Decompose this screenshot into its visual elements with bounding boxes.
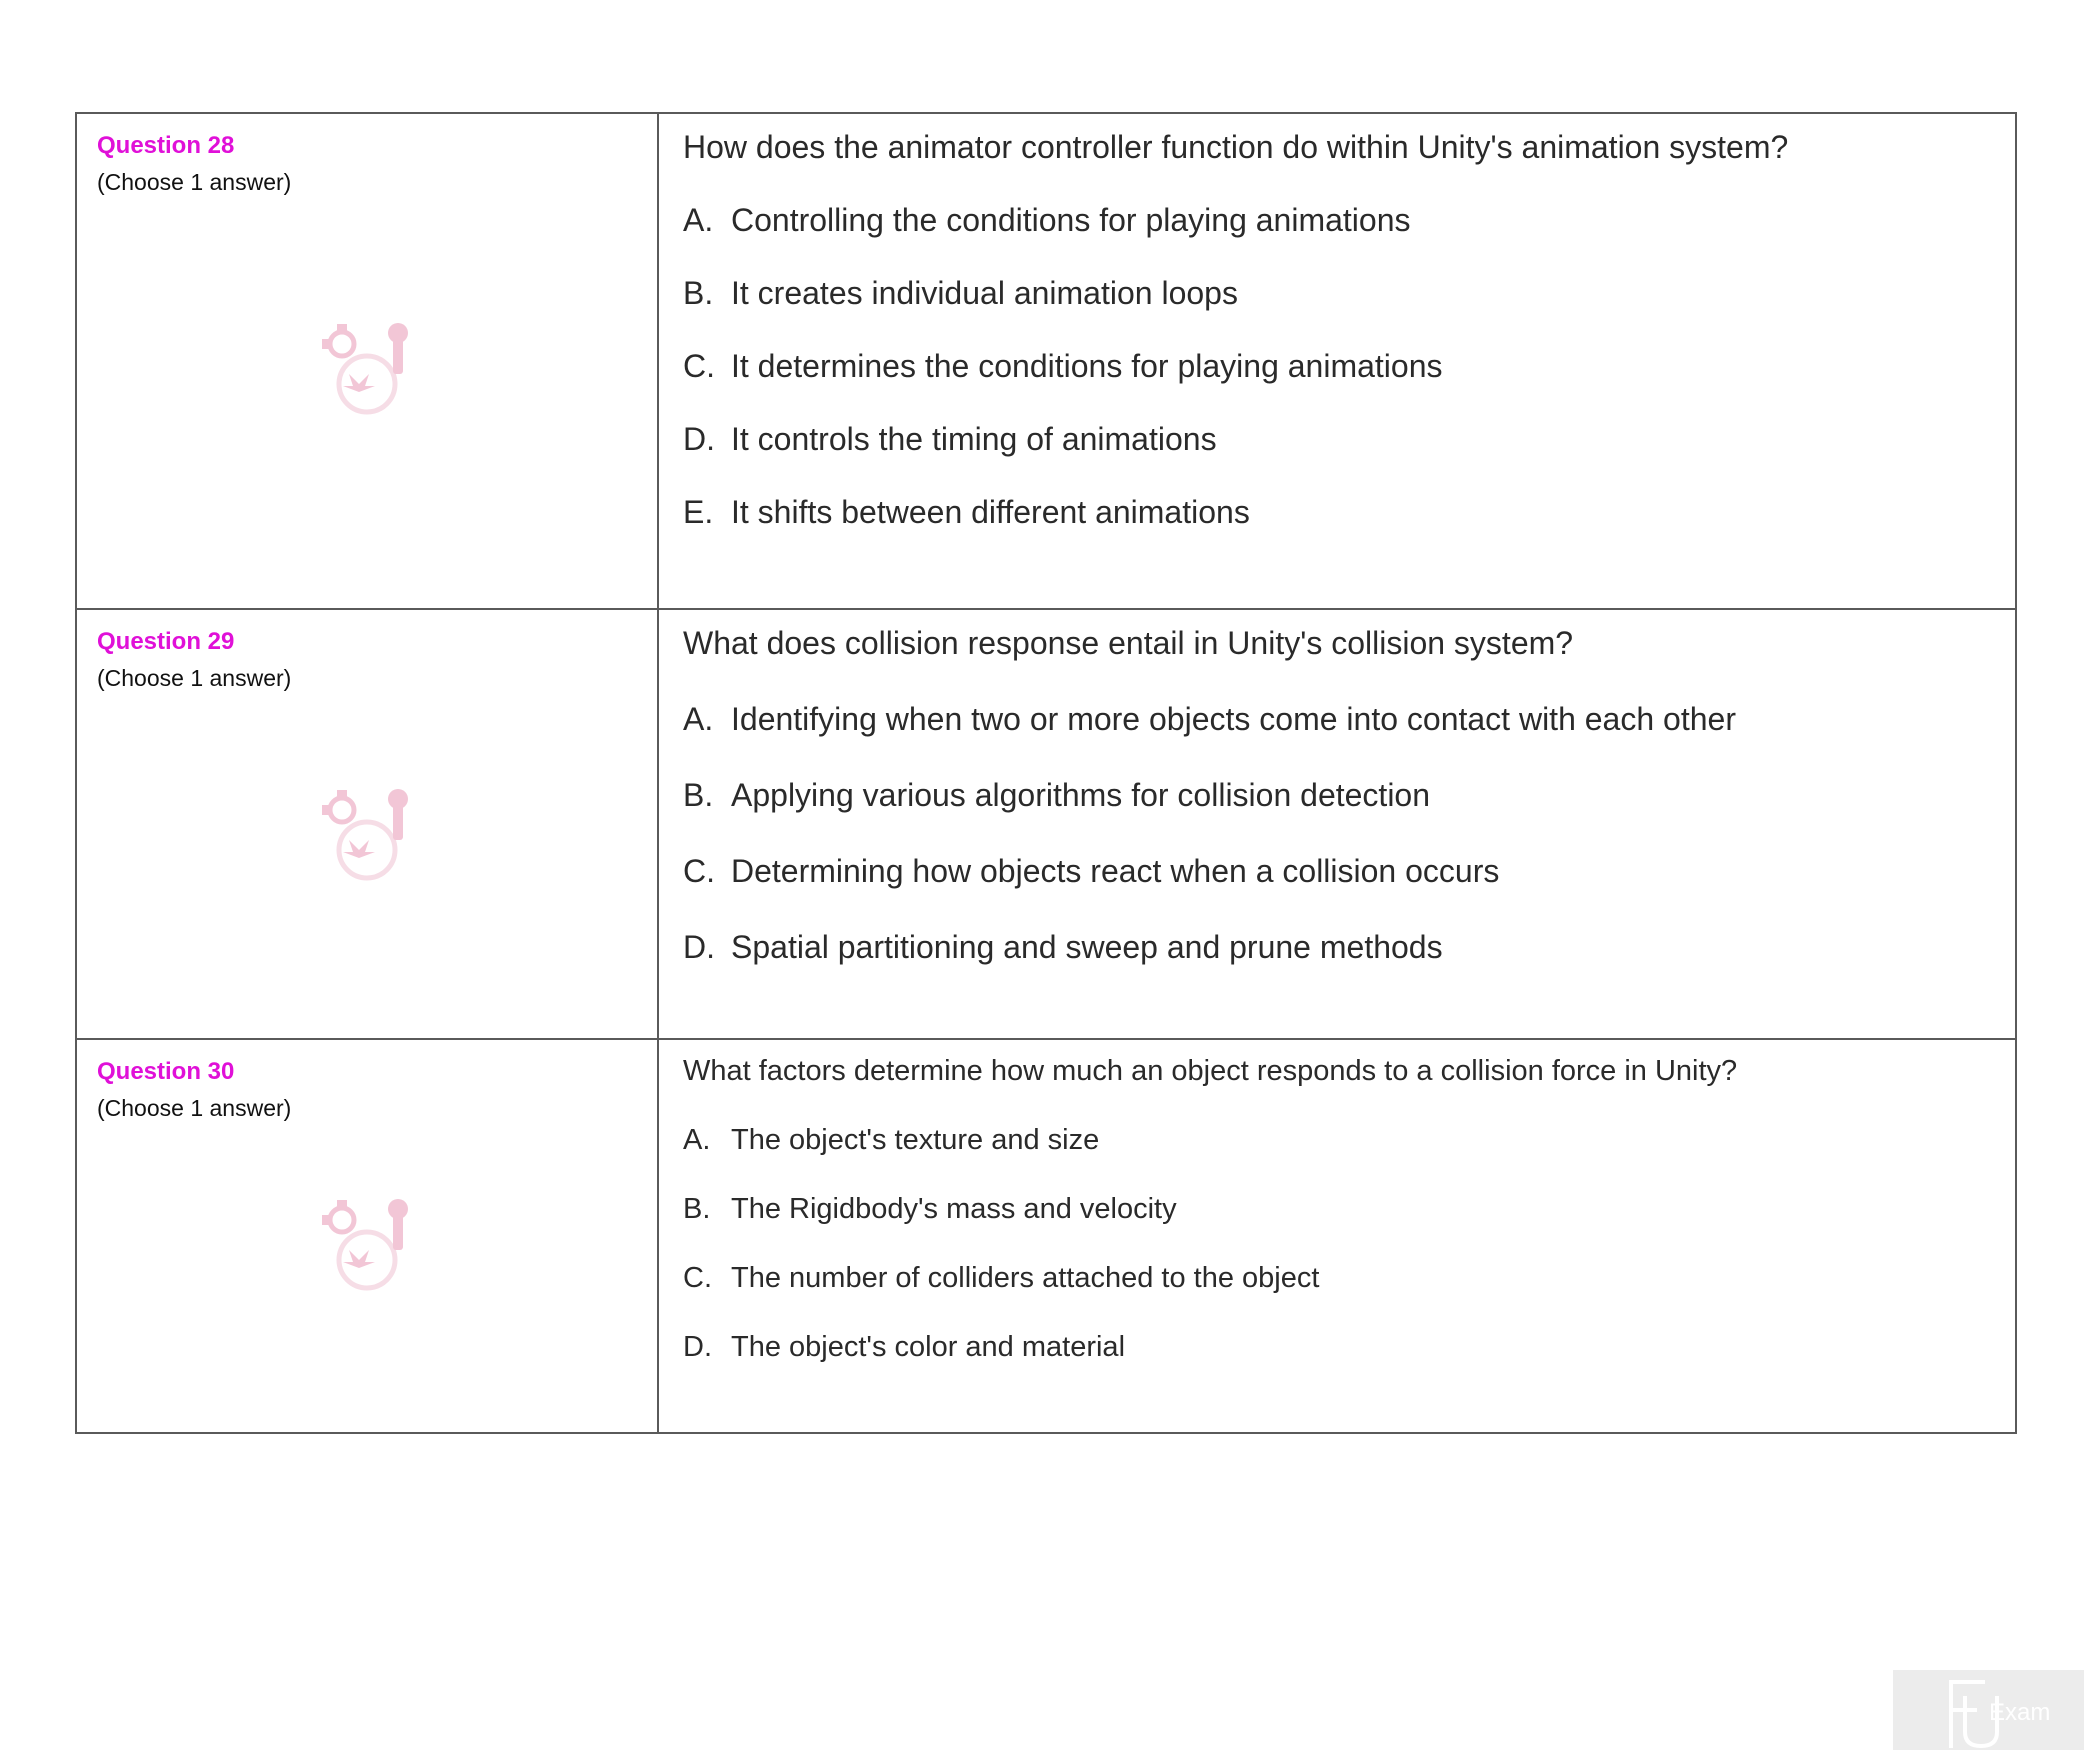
question-row <box>76 609 2016 1039</box>
question-text: What does collision response entail in Unity's collision system? <box>683 625 1574 661</box>
answer-option-a[interactable] <box>683 699 2015 739</box>
answer-option-a[interactable] <box>683 1120 2015 1160</box>
answer-option-d[interactable] <box>683 927 2015 967</box>
option-letter: D. <box>683 1331 712 1363</box>
question-content-cell <box>658 609 2016 1039</box>
question-row <box>76 1039 2016 1433</box>
gear-wrench-watermark-icon <box>317 785 427 885</box>
option-text: Spatial partitioning and sweep and prune methods <box>731 929 1443 965</box>
option-letter: D. <box>683 929 715 965</box>
option-letter: D. <box>683 421 715 457</box>
option-text: The object's color and material <box>731 1331 1126 1363</box>
option-text: Identifying when two or more objects come into contact with each other <box>731 701 1736 737</box>
answer-option-b[interactable] <box>683 775 2015 815</box>
question-meta-cell <box>76 609 658 1039</box>
choose-instruction: (Choose 1 answer) <box>97 169 292 195</box>
option-text: Controlling the conditions for playing animations <box>731 202 1411 238</box>
choose-instruction: (Choose 1 answer) <box>97 1095 292 1121</box>
question-content-cell <box>658 113 2016 609</box>
option-letter: E. <box>683 494 714 530</box>
answer-option-b[interactable] <box>683 1189 2015 1229</box>
answer-option-c[interactable] <box>683 1258 2015 1298</box>
option-letter: B. <box>683 777 714 813</box>
answer-option-d[interactable] <box>683 1327 2015 1367</box>
option-text: The object's texture and size <box>731 1124 1100 1156</box>
question-table <box>75 112 2017 1434</box>
option-text: It shifts between different animations <box>731 494 1250 530</box>
option-letter: C. <box>683 348 715 384</box>
option-letter: B. <box>683 1193 711 1225</box>
option-text: It determines the conditions for playing animations <box>731 348 1443 384</box>
gear-wrench-watermark-icon <box>317 1195 427 1295</box>
question-content-cell <box>658 1039 2016 1433</box>
exam-logo <box>1893 1670 2084 1750</box>
option-letter: C. <box>683 1262 712 1294</box>
option-text: The Rigidbody's mass and velocity <box>731 1193 1177 1225</box>
option-text: It controls the timing of animations <box>731 421 1217 457</box>
answer-option-e[interactable] <box>683 492 2015 532</box>
question-meta-cell <box>76 1039 658 1433</box>
option-text: Determining how objects react when a collision occurs <box>731 853 1500 889</box>
option-text: It creates individual animation loops <box>731 275 1238 311</box>
option-text: The number of colliders attached to the object <box>731 1262 1320 1294</box>
question-meta-cell <box>76 113 658 609</box>
question-text: What factors determine how much an object responds to a collision force in Unity? <box>683 1055 1738 1087</box>
logo-text: Exam <box>1989 1699 2051 1726</box>
question-row <box>76 113 2016 609</box>
answer-option-c[interactable] <box>683 851 2015 891</box>
gear-wrench-watermark-icon <box>317 319 427 419</box>
question-text: How does the animator controller function do within Unity's animation system? <box>683 129 1789 165</box>
answer-option-a[interactable] <box>683 200 2015 240</box>
choose-instruction: (Choose 1 answer) <box>97 665 292 691</box>
option-letter: C. <box>683 853 715 889</box>
answer-option-b[interactable] <box>683 273 2015 313</box>
fu-exam-logo-icon <box>1893 1670 2084 1750</box>
option-letter: B. <box>683 275 714 311</box>
answer-option-d[interactable] <box>683 419 2015 459</box>
question-number: Question 29 <box>97 628 235 655</box>
option-letter: A. <box>683 202 714 238</box>
question-number: Question 28 <box>97 132 235 159</box>
answer-option-c[interactable] <box>683 346 2015 386</box>
option-text: Applying various algorithms for collision detection <box>731 777 1431 813</box>
question-number: Question 30 <box>97 1058 235 1085</box>
option-letter: A. <box>683 1124 711 1156</box>
option-letter: A. <box>683 701 714 737</box>
